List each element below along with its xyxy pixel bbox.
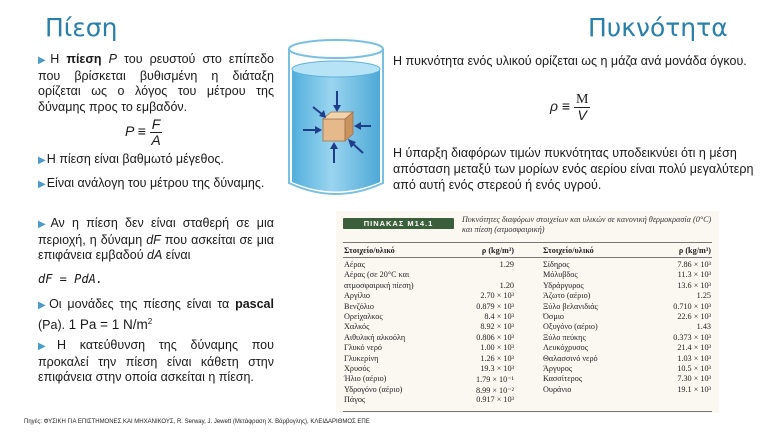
- right-material-cell: Ξύλο πεύκης: [543, 332, 586, 342]
- left-density-cell: 8.99 × 10⁻²: [475, 385, 514, 395]
- table-caption: Πυκνότητες διαφόρων στοιχείων και υλικών σε κανονική θερμοκρασία (0°C) και πίεση (ατμοσφαιρική): [462, 215, 712, 234]
- right-density-cell: 0.373 × 10³: [673, 332, 711, 342]
- right-density-cell: 0.710 × 10³: [673, 301, 711, 311]
- right-density-cell: 1.43: [696, 322, 711, 332]
- left-material-cell: Πάγος: [344, 395, 366, 405]
- right-material-cell: Θαλασσινό νερό: [543, 353, 598, 363]
- nonuniform-pressure-note: ▶Αν η πίεση δεν είναι σταθερή σε μια περιοχή, η δύναμη dF που ασκείται σε μια επιφάνεια εμβαδού dA είναι: [38, 216, 274, 262]
- left-material-cell: Υδρογόνο (αέριο): [344, 384, 403, 394]
- density-definition: Η πυκνότητα ενός υλικού ορίζεται ως η μάζα ανά μονάδα όγκου.: [393, 54, 747, 68]
- bullet-icon: ▶: [38, 55, 50, 66]
- right-material-cell: Σίδηρος: [543, 260, 570, 269]
- table-header-density-2: ρ (kg/m³): [678, 246, 711, 255]
- left-density-cell: 0.917 × 10³: [476, 395, 514, 405]
- force-direction-note: ▶Η κατεύθυνση της δύναμης που προκαλεί την πίεση είναι κάθετη στην επιφάνεια στην οποία ασκείται η πίεση.: [38, 338, 274, 384]
- right-density-cell: 13.6 × 10³: [677, 280, 711, 290]
- table-rule-bottom: [343, 411, 712, 412]
- left-density-cell: 2.70 × 10³: [480, 291, 514, 301]
- table-tag: ΠΙΝΑΚΑΣ Μ14.1: [343, 218, 454, 229]
- table-header-material-1: Στοιχείο/υλικό: [344, 246, 395, 255]
- left-material-cell: Βενζόλιο: [344, 301, 374, 311]
- table-header-density-1: ρ (kg/m³): [481, 246, 514, 255]
- right-material-cell: Άζωτο (αέριο): [543, 291, 591, 301]
- bullet-icon: ▶: [38, 341, 56, 352]
- bullet-icon: ▶: [38, 219, 50, 230]
- left-material-cell: Χρυσός: [344, 364, 370, 373]
- density-formula: ρ ≡ $\frac{M}{V}$: [550, 92, 589, 123]
- pressure-definition: ▶Η πίεση P του ρευστού στο επίπεδο που βρίσκεται βυθισμένη η διάταξη ορίζεται ως ο λόγος του μέτρου της δύναμης προς το εμβαδόν.: [38, 52, 275, 114]
- left-density-cell: 1.29: [499, 260, 514, 269]
- right-material-cell: Όσμιο: [543, 312, 565, 321]
- density-title: Πυκνότητα: [588, 13, 728, 42]
- left-density-cell: 1.20: [499, 280, 514, 290]
- left-material-cell: Αέρας (σε 20°C και: [344, 270, 410, 280]
- pressure-units-note: ▶Οι μονάδες της πίεσης είναι τα pascal (Pa). 1 Pa = 1 $N/m^2$: [38, 297, 274, 332]
- right-density-cell: 7.86 × 10³: [677, 260, 711, 269]
- right-density-cell: 22.6 × 10³: [677, 312, 711, 321]
- table-rule-top: [343, 242, 712, 243]
- pressure-title: Πίεση: [45, 13, 118, 42]
- right-density-cell: 7.30 × 10³: [677, 374, 711, 384]
- left-material-cell: Ήλιο (αέριο): [344, 374, 387, 384]
- left-material-cell: Γλυκερίνη: [344, 353, 379, 363]
- right-density-cell: 11.3 × 10³: [677, 270, 711, 280]
- right-material-cell: Ξύλο βελανιδιάς: [543, 301, 598, 311]
- right-material-cell: Ουράνιο: [543, 384, 572, 394]
- right-material-cell: Άργυρος: [543, 364, 573, 373]
- bullet-icon: ▶: [38, 179, 46, 190]
- left-material-cell: Αέρας: [344, 260, 365, 269]
- left-density-cell: 8.92 × 10³: [480, 322, 514, 332]
- left-material-cell: Αργίλιο: [344, 291, 370, 301]
- submerged-cube-illustration: [283, 33, 389, 205]
- density-table: [336, 211, 719, 413]
- left-density-cell: 8.4 × 10³: [484, 312, 514, 321]
- right-density-cell: 21.4 × 10³: [677, 343, 711, 353]
- right-density-cell: 10.5 × 10³: [677, 364, 711, 373]
- left-density-cell: 19.3 × 10³: [480, 364, 514, 373]
- bullet-icon: ▶: [38, 155, 46, 166]
- source-footer: Πηγές: ΦΥΣΙΚΗ ΓΙΑ ΕΠΙΣΤΗΜΟΝΕΣ ΚΑΙ ΜΗΧΑΝΙΚΟΥΣ, R. Serway, J. Jewett (Μετάφραση Χ. Βάρβογλης), ΚΛΕΙΔΑΡΙΘΜΟΣ ΕΠΕ: [24, 419, 370, 425]
- bullet-icon: ▶: [38, 300, 49, 311]
- table-rule-header: [343, 257, 712, 258]
- pressure-formula: P ≡ $\frac{F}{A}$: [125, 116, 161, 148]
- right-density-cell: 1.03 × 10³: [677, 353, 711, 363]
- right-material-cell: Οξυγόνο (αέριο): [543, 322, 598, 332]
- left-material-cell: Ορείχαλκος: [344, 312, 383, 321]
- left-material-cell: Γλυκό νερό: [344, 343, 383, 353]
- left-density-cell: 1.00 × 10³: [480, 343, 514, 353]
- table-header-material-2: Στοιχείο/υλικό: [543, 246, 594, 255]
- right-material-cell: Κασσίτερος: [543, 374, 583, 384]
- left-density-cell: 1.79 × 10⁻¹: [475, 375, 514, 385]
- right-density-cell: 19.1 × 10³: [677, 384, 711, 394]
- force-differential-formula: dF = PdA.: [38, 272, 104, 286]
- right-density-cell: 1.25: [696, 291, 711, 301]
- right-material-cell: Υδράργυρος: [543, 280, 584, 290]
- left-material-cell: ατμοσφαιρική πίεση): [344, 280, 414, 290]
- right-material-cell: Λευκόχρυσος: [543, 343, 588, 353]
- density-variation-note: Η ύπαρξη διαφόρων τιμών πυκνότητας υποδεικνύει ότι η μέση απόσταση μεταξύ των μορίων ενός αερίου είναι πολύ μεγαλύτερη από αυτή ενός στερεού ή ενός υγρού.: [393, 146, 754, 192]
- scalar-note: ▶Η πίεση είναι βαθμωτό μέγεθος.: [38, 152, 224, 166]
- proportional-note: ▶Είναι ανάλογη του μέτρου της δύναμης.: [38, 176, 265, 190]
- left-material-cell: Χαλκός: [344, 322, 370, 332]
- left-density-cell: 0.806 × 10³: [476, 332, 514, 342]
- left-density-cell: 0.879 × 10³: [476, 301, 514, 311]
- left-density-cell: 1.26 × 10³: [480, 353, 514, 363]
- right-material-cell: Μόλυβδος: [543, 270, 578, 280]
- left-material-cell: Αιθυλική αλκοόλη: [344, 332, 406, 342]
